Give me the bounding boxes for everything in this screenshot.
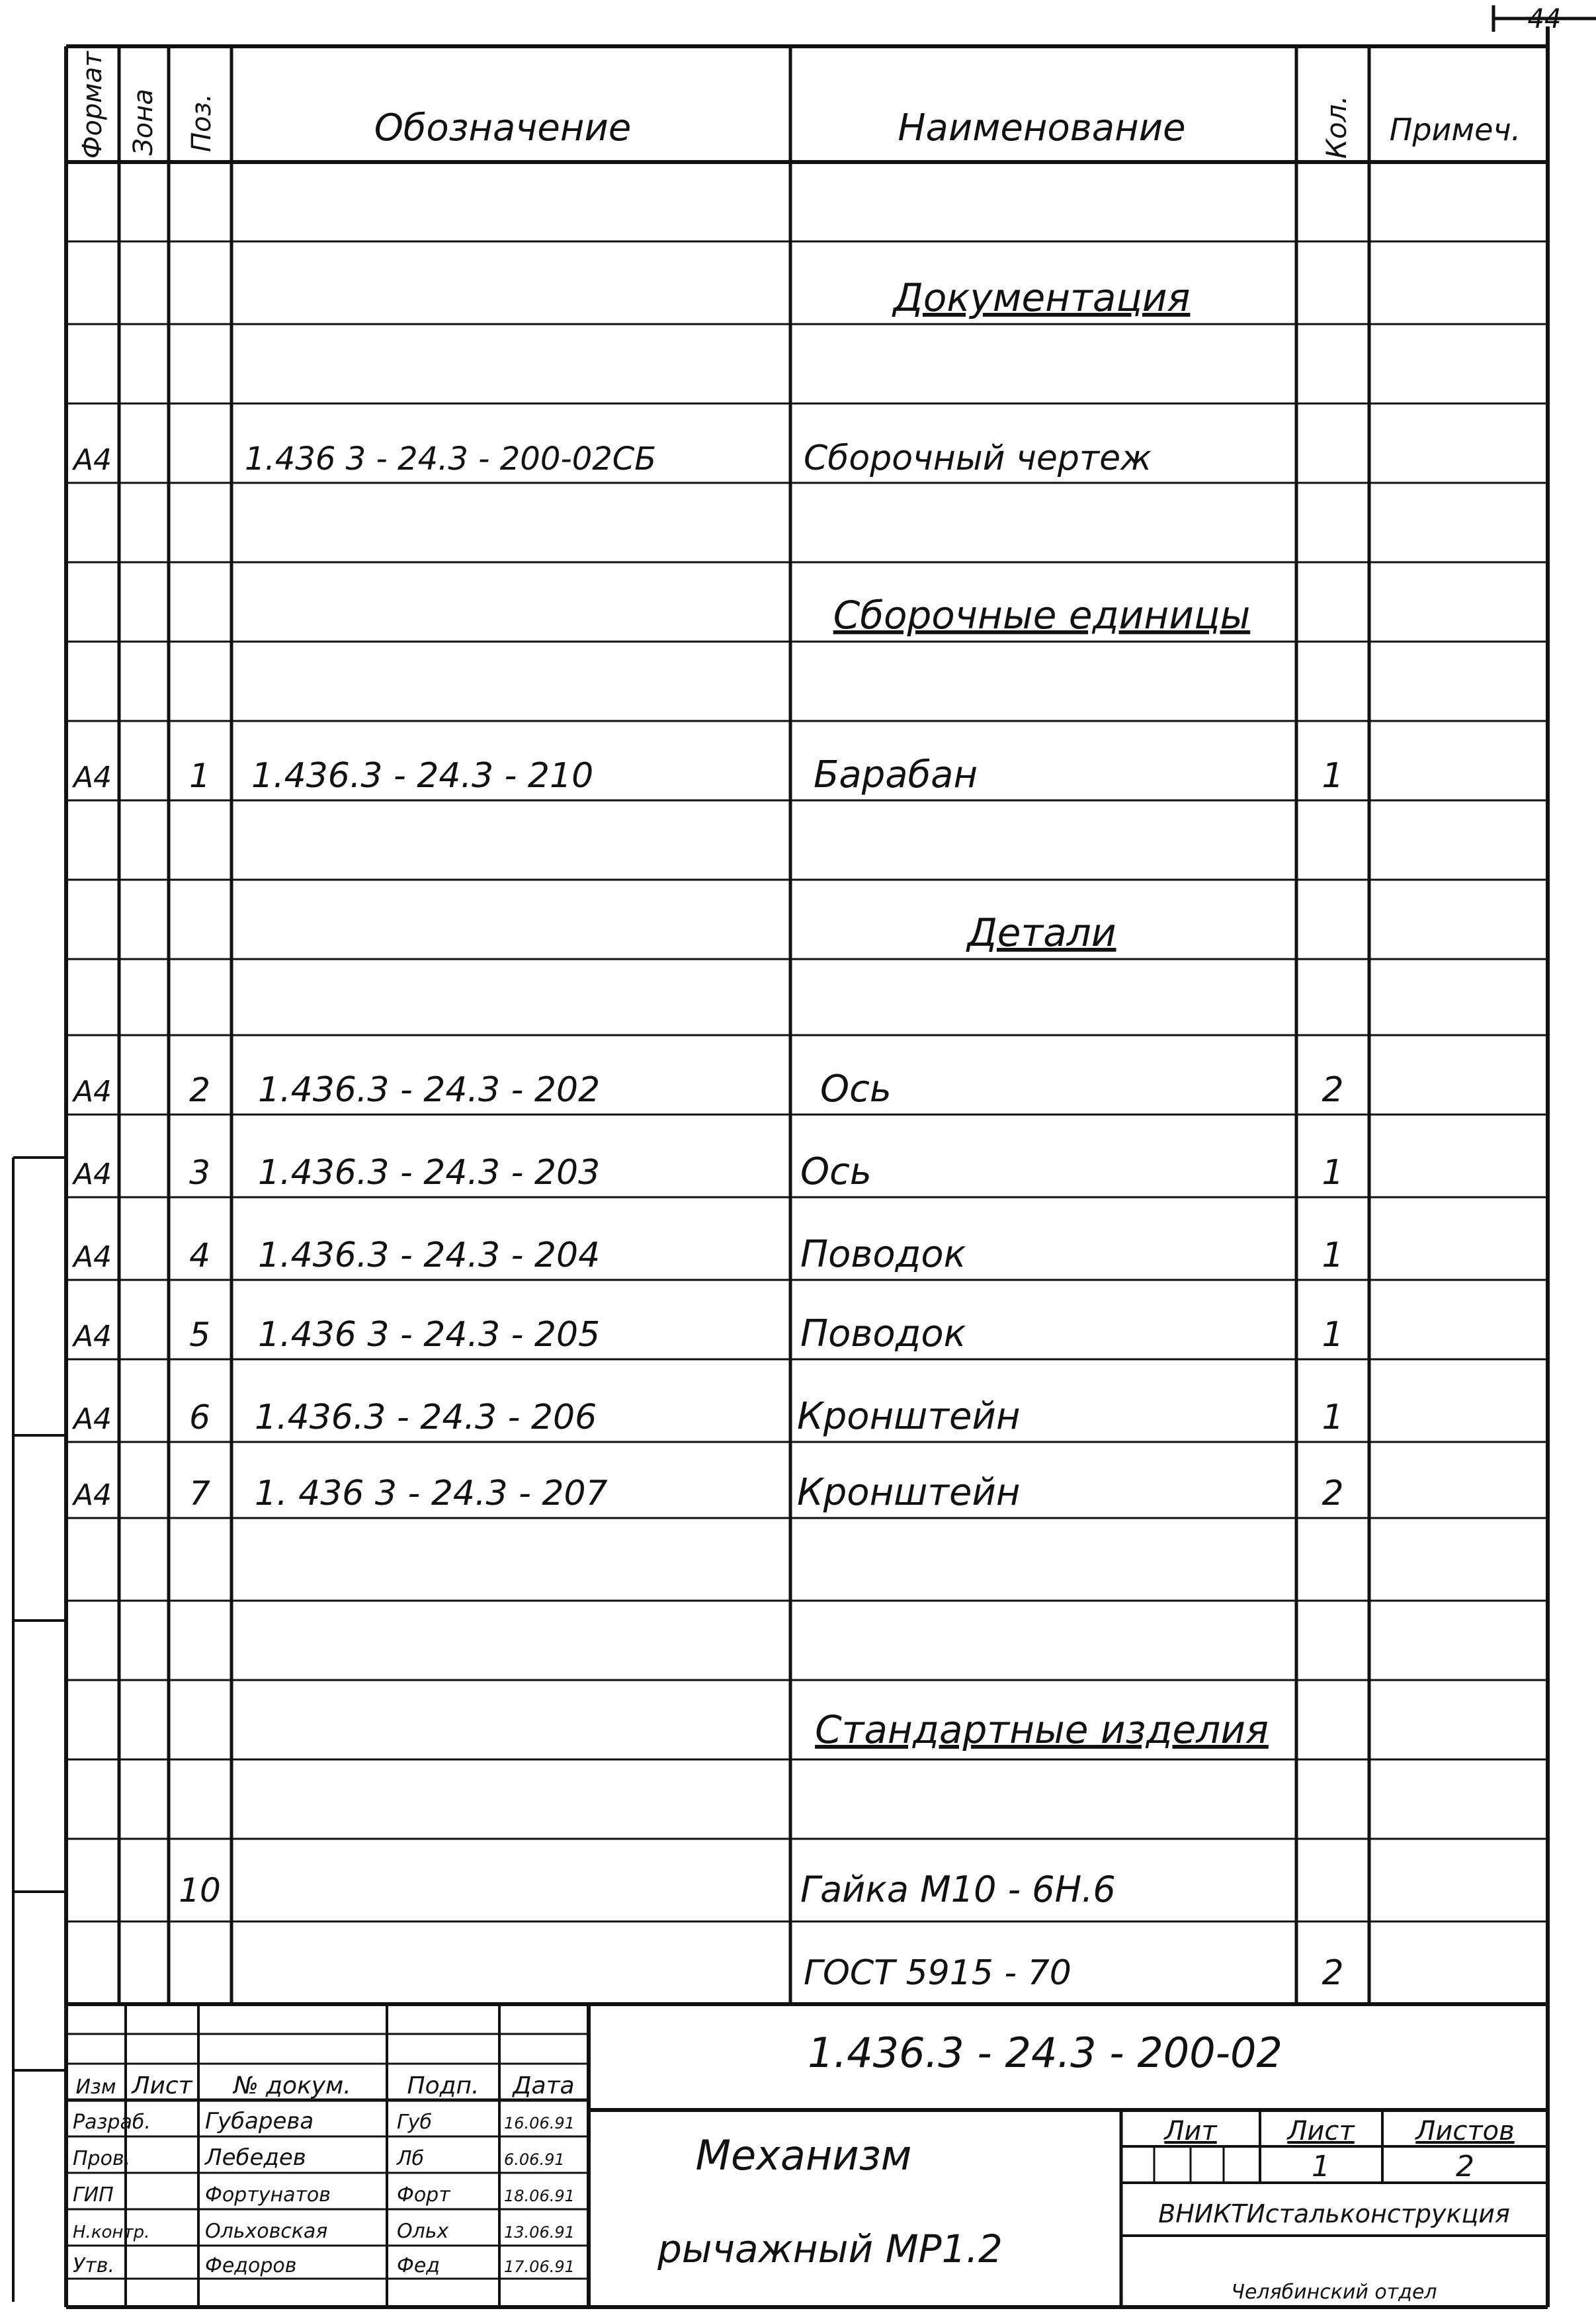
table-row xyxy=(71,1395,1344,1438)
row-quantity: 2 xyxy=(1322,1070,1344,1110)
tb-staff-signature: Фед xyxy=(397,2254,441,2277)
tb-staff-signature: Форт xyxy=(397,2183,450,2207)
tb-sheets-value: 2 xyxy=(1456,2150,1474,2183)
row-quantity: 2 xyxy=(1322,1474,1344,1513)
table-row xyxy=(71,1471,1344,1514)
tb-staff-surname: Фортунатов xyxy=(205,2183,331,2207)
tb-col-date: Дата xyxy=(513,2072,575,2099)
section-documentation: Документация xyxy=(893,275,1191,320)
tb-sheets-label: Листов xyxy=(1415,2116,1515,2146)
tb-staff-surname: Ольховская xyxy=(205,2220,328,2243)
tb-staff-surname: Губарева xyxy=(205,2108,314,2134)
tb-staff-row xyxy=(73,2144,565,2171)
tb-staff-date: 16.06.91 xyxy=(504,2114,575,2132)
row-name: ГОСТ 5915 - 70 xyxy=(804,1953,1071,1993)
row-quantity: 1 xyxy=(1322,1398,1344,1437)
section-assembly-units: Сборочные единицы xyxy=(833,593,1251,638)
row-name: Поводок xyxy=(800,1312,966,1355)
sheet-number: 44 xyxy=(1527,4,1562,34)
row-designation: 1.436.3 - 24.3 - 202 xyxy=(258,1070,601,1110)
row-position: 4 xyxy=(189,1236,210,1275)
row-position: 6 xyxy=(189,1398,210,1437)
tb-staff-signature: Ольх xyxy=(397,2220,449,2243)
tb-col-sheet: Лист xyxy=(132,2072,192,2099)
sheet-number-box xyxy=(1493,4,1596,34)
tb-staff-role: Пров. xyxy=(73,2147,131,2170)
tb-staff-signature: Губ xyxy=(397,2111,432,2134)
row-format: А4 xyxy=(73,1158,112,1191)
row-position: 10 xyxy=(179,1871,221,1910)
tb-staff-surname: Лебедев xyxy=(205,2144,306,2171)
row-name: Сборочный чертеж xyxy=(804,439,1152,478)
table-row xyxy=(179,1869,1116,1910)
row-designation: 1.436.3 - 24.3 - 204 xyxy=(258,1236,601,1275)
table-row xyxy=(71,753,1344,796)
row-name: Гайка М10 - 6Н.6 xyxy=(800,1869,1116,1910)
row-position: 2 xyxy=(189,1071,210,1109)
header-position: Поз. xyxy=(187,93,217,152)
row-name: Поводок xyxy=(800,1233,966,1276)
section-parts: Детали xyxy=(967,910,1116,955)
header-zone: Зона xyxy=(128,89,159,155)
left-margin-stamp xyxy=(13,1158,66,2302)
tb-col-change: Изм xyxy=(75,2076,116,2099)
row-format: А4 xyxy=(73,1402,112,1436)
header-format: Формат xyxy=(77,51,108,159)
table-row xyxy=(71,439,1152,478)
row-format: А4 xyxy=(73,1478,112,1512)
row-format: А4 xyxy=(73,1075,112,1109)
row-position: 1 xyxy=(189,757,210,795)
row-position: 7 xyxy=(189,1474,210,1513)
tb-staff-role: Разраб. xyxy=(73,2111,151,2134)
table-row xyxy=(71,1068,1344,1111)
row-designation: 1.436 3 - 24.3 - 200-02СБ xyxy=(245,441,657,478)
tb-lit-label: Лит xyxy=(1164,2116,1217,2146)
row-designation: 1.436.3 - 24.3 - 203 xyxy=(258,1153,601,1193)
row-position: 5 xyxy=(189,1316,210,1354)
header-note: Примеч. xyxy=(1389,112,1521,148)
row-position: 3 xyxy=(189,1154,210,1192)
tb-staff-signature: Лб xyxy=(397,2147,425,2170)
tb-organization-sub: Челябинский отдел xyxy=(1231,2281,1437,2304)
row-name: Ось xyxy=(820,1068,892,1111)
table-row xyxy=(71,1150,1344,1193)
row-name: Кронштейн xyxy=(797,1471,1021,1514)
tb-staff-role: ГИП xyxy=(73,2183,114,2207)
row-designation: 1.436.3 - 24.3 - 210 xyxy=(251,756,594,796)
row-designation: 1.436 3 - 24.3 - 205 xyxy=(258,1315,601,1355)
tb-staff-date: 6.06.91 xyxy=(504,2150,565,2169)
table-row xyxy=(71,1312,1344,1355)
tb-staff-date: 18.06.91 xyxy=(504,2187,575,2205)
section-headings xyxy=(815,275,1269,1752)
header-quantity: Кол. xyxy=(1320,95,1353,159)
spec-table-grid xyxy=(66,46,1548,2004)
row-format: А4 xyxy=(73,1240,112,1274)
tb-title-line1: Механизм xyxy=(695,2131,912,2179)
row-format: А4 xyxy=(73,1320,112,1353)
row-name: Ось xyxy=(800,1150,872,1193)
tb-sheet-label: Лист xyxy=(1287,2116,1355,2146)
tb-title-line2: рычажный МР1.2 xyxy=(657,2226,1003,2271)
row-quantity: 1 xyxy=(1322,1236,1344,1275)
tb-staff-role: Утв. xyxy=(73,2254,114,2277)
row-quantity: 1 xyxy=(1322,1315,1344,1355)
row-quantity: 2 xyxy=(1322,1953,1344,1993)
tb-document-code: 1.436.3 - 24.3 - 200-02 xyxy=(808,2029,1282,2077)
table-row xyxy=(804,1953,1344,1993)
row-quantity: 1 xyxy=(1322,1153,1344,1193)
table-row xyxy=(71,1233,1344,1276)
tb-sheet-value: 1 xyxy=(1312,2150,1330,2183)
row-designation: 1. 436 3 - 24.3 - 207 xyxy=(255,1474,608,1513)
header-name: Наименование xyxy=(898,106,1186,149)
row-name: Кронштейн xyxy=(797,1395,1021,1438)
tb-col-doc-no: № докум. xyxy=(233,2072,351,2099)
row-quantity: 1 xyxy=(1322,756,1344,796)
header-designation: Обозначение xyxy=(374,106,632,149)
title-block xyxy=(66,2004,1548,2307)
tb-staff-role: Н.контр. xyxy=(73,2222,150,2242)
row-name: Барабан xyxy=(814,753,978,796)
tb-staff-surname: Федоров xyxy=(205,2254,297,2277)
section-standard-items: Стандартные изделия xyxy=(815,1707,1269,1752)
table-header xyxy=(77,50,1521,159)
tb-staff-date: 13.06.91 xyxy=(504,2223,575,2242)
row-format: А4 xyxy=(73,443,112,477)
row-designation: 1.436.3 - 24.3 - 206 xyxy=(255,1398,597,1437)
tb-col-signature: Подп. xyxy=(407,2072,480,2099)
tb-organization: ВНИКТИстальконструкция xyxy=(1158,2199,1510,2228)
row-format: А4 xyxy=(73,761,112,794)
tb-staff-date: 17.06.91 xyxy=(504,2258,575,2276)
